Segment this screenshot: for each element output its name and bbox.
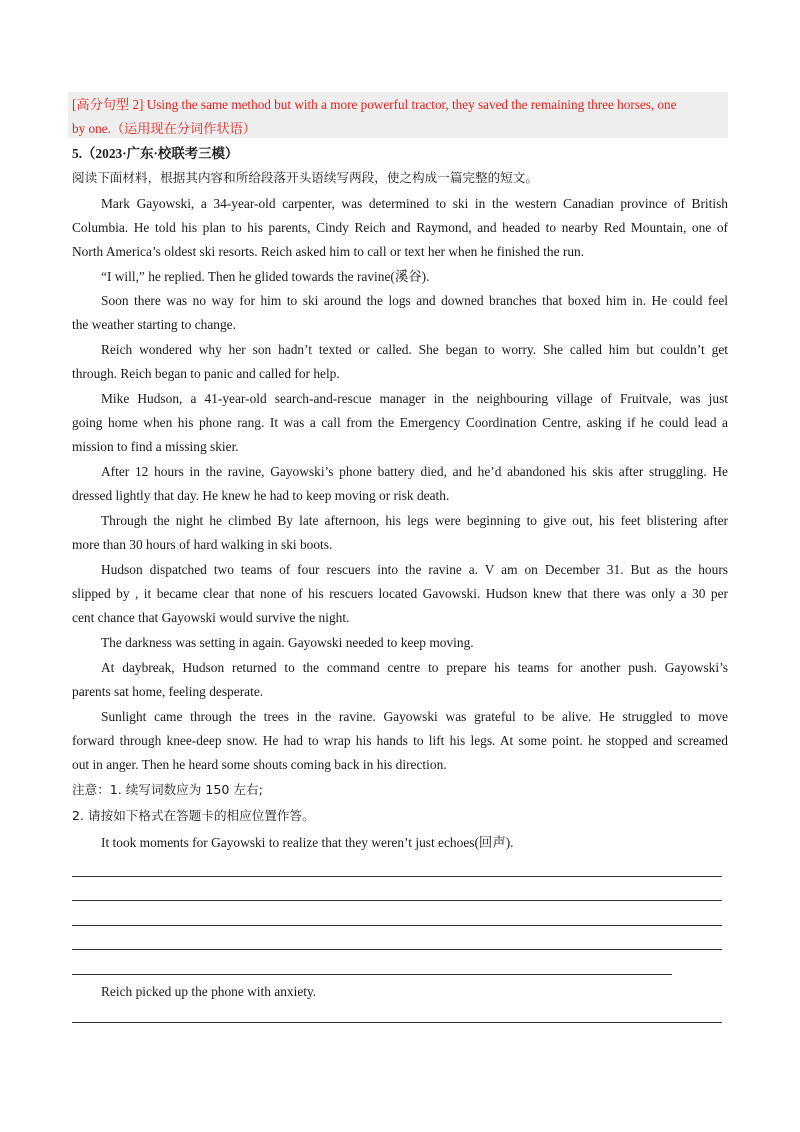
note-word-count: 注意：1. 续写词数应为 150 左右; — [72, 782, 263, 797]
answer-line — [72, 900, 722, 901]
passage-line: Columbia. He told his plan to his parents, Cindy Reich and Raymond, and headed to nearby Red Mountain, one of — [72, 220, 728, 235]
passage-line: “I will,” he replied. Then he glided towards the ravine(溪谷). — [101, 269, 430, 284]
passage-line: The darkness was setting in again. Gayowski needed to keep moving. — [101, 635, 474, 650]
answer-line — [72, 925, 722, 926]
answer-line — [72, 949, 722, 950]
passage-line: Mark Gayowski, a 34-year-old carpenter, was determined to ski in the western Canadian province of British — [101, 196, 728, 211]
question-number: 5.（2023·广东·校联考三模） — [72, 146, 239, 161]
answer-line — [72, 876, 722, 877]
passage-line: Through the night he climbed By late afternoon, his legs were beginning to give out, his feet blistering after — [101, 513, 728, 528]
passage-line: After 12 hours in the ravine, Gayowski’s phone battery died, and he’d abandoned his skis after struggling. He — [101, 464, 728, 479]
passage-line: Mike Hudson, a 41-year-old search-and-rescue manager in the neighbouring village of Fruitvale, was just — [101, 391, 728, 406]
passage-line: At daybreak, Hudson returned to the command centre to prepare his teams for another push. Gayowski’s — [101, 660, 728, 675]
passage-line: Soon there was no way for him to ski around the logs and downed branches that boxed him in. He could feel — [101, 293, 728, 308]
passage-line: cent chance that Gayowski would survive the night. — [72, 610, 350, 625]
answer-line — [72, 974, 672, 975]
passage-line: mission to find a missing skier. — [72, 439, 239, 454]
continuation-prompt-2: Reich picked up the phone with anxiety. — [101, 984, 317, 999]
note-format: 2. 请按如下格式在答题卡的相应位置作答。 — [72, 808, 315, 823]
passage-line: North America’s oldest ski resorts. Reich asked him to call or text her when he finished the run. — [72, 244, 585, 259]
question-instruction: 阅读下面材料，根据其内容和所给段落开头语续写两段，使之构成一篇完整的短文。 — [72, 170, 538, 185]
passage-line: dressed lightly that day. He knew he had to keep moving or risk death. — [72, 488, 450, 503]
sentence-pattern-line-1: [高分句型 2] Using the same method but with a more powerful tractor, they saved the remaining three horses, one — [72, 97, 677, 112]
passage-line: Hudson dispatched two teams of four rescuers into the ravine a. V am on December 31. But as the hours — [101, 562, 728, 577]
passage-line: Reich wondered why her son hadn’t texted or called. She began to worry. She called him but couldn’t get — [101, 342, 728, 357]
passage-line: out in anger. Then he heard some shouts coming back in his direction. — [72, 757, 447, 772]
passage-line: going home when his phone rang. It was a call from the Emergency Coordination Centre, asking if he could lead a — [72, 415, 728, 430]
passage-line: through. Reich began to panic and called for help. — [72, 366, 340, 381]
passage-line: parents sat home, feeling desperate. — [72, 684, 264, 699]
sentence-pattern-line-2: by one.（运用现在分词作状语） — [72, 121, 256, 136]
passage-line: slipped by , it became clear that none of his rescuers located Gavowski. Hudson knew that there was only a 30 per — [72, 586, 728, 601]
passage-line: Sunlight came through the trees in the ravine. Gayowski was grateful to be alive. He struggled to move — [101, 709, 728, 724]
continuation-prompt-1: It took moments for Gayowski to realize that they weren’t just echoes(回声). — [101, 835, 514, 850]
passage-line: forward through knee-deep snow. He had to wrap his hands to lift his legs. At some point. he stopped and screamed — [72, 733, 728, 748]
passage-line: the weather starting to change. — [72, 317, 236, 332]
passage-line: more than 30 hours of hard walking in ski boots. — [72, 537, 333, 552]
answer-line — [72, 1022, 722, 1023]
